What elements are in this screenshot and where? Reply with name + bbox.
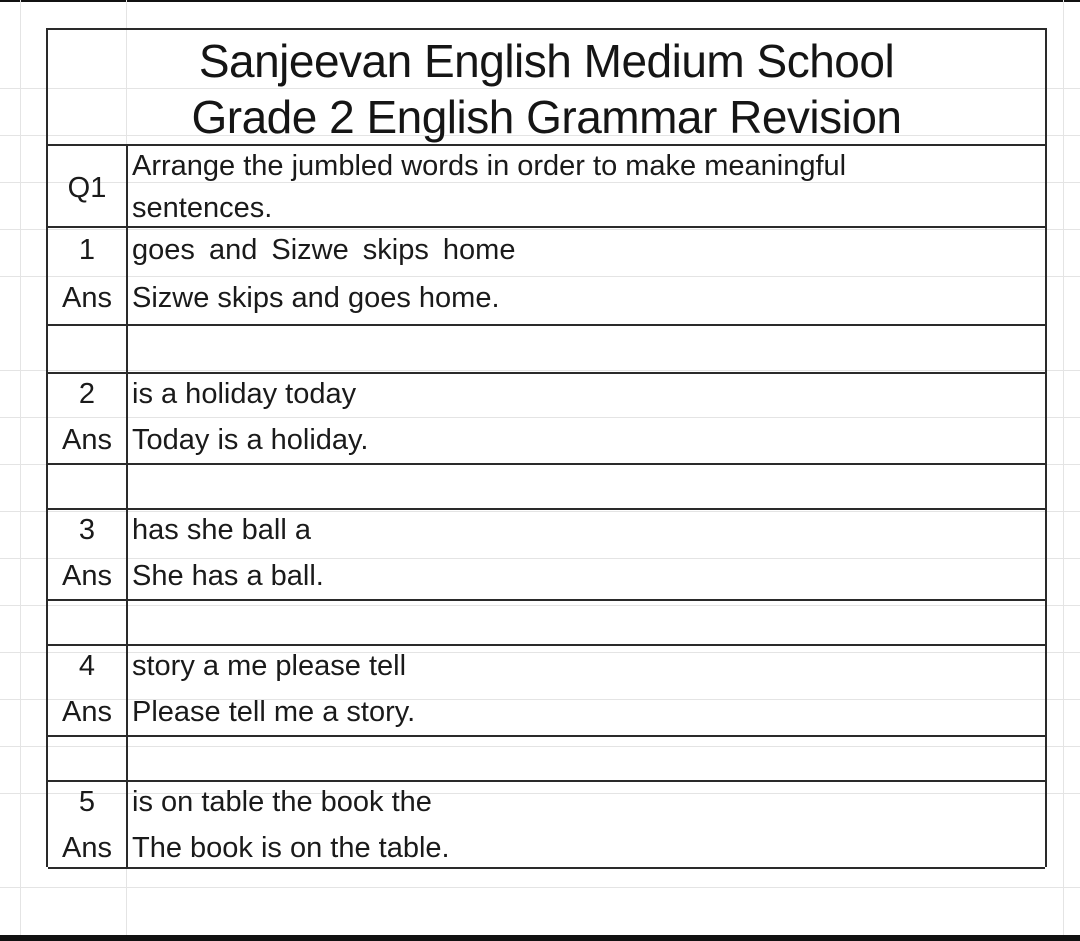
- answer-text: The book is on the table.: [132, 832, 450, 864]
- question-row: [48, 146, 1045, 228]
- item-row-5: [48, 782, 1045, 869]
- answer-label: Ans: [62, 696, 112, 728]
- question-label: Q1: [67, 172, 107, 204]
- worksheet-table: [46, 28, 1047, 867]
- answer-text: Today is a holiday.: [132, 424, 369, 456]
- jumbled-words: is on table the book the: [132, 786, 432, 818]
- item-number: 1: [78, 234, 96, 266]
- jumbled-words: is a holiday today: [132, 378, 357, 410]
- item-number: 3: [78, 514, 96, 546]
- blank-row: [48, 465, 1045, 510]
- item-row-1: [48, 228, 1045, 326]
- instruction-line-2: sentences.: [132, 192, 273, 224]
- answer-label: Ans: [62, 832, 112, 864]
- item-row-4: [48, 646, 1045, 737]
- item-row-2: [48, 374, 1045, 465]
- answer-text: Sizwe skips and goes home.: [132, 282, 500, 314]
- title-block: [48, 30, 1045, 146]
- item-row-3: [48, 510, 1045, 601]
- instruction-line-1: Arrange the jumbled words in order to make meaningful: [132, 150, 847, 182]
- jumbled-words: story a me please tell: [132, 650, 407, 682]
- jumbled-words: has she ball a: [132, 514, 311, 546]
- answer-label: Ans: [62, 560, 112, 592]
- blank-row: [48, 326, 1045, 374]
- item-number: 4: [78, 650, 96, 682]
- answer-label: Ans: [62, 424, 112, 456]
- answer-text: Please tell me a story.: [132, 696, 416, 728]
- worksheet-subtitle: Grade 2 English Grammar Revision: [191, 91, 902, 143]
- bottom-bar: [0, 935, 1080, 941]
- blank-row: [48, 601, 1045, 646]
- jumbled-words: goes and Sizwe skips home: [132, 234, 516, 266]
- answer-label: Ans: [62, 282, 112, 314]
- answer-text: She has a ball.: [132, 560, 324, 592]
- top-bar: [0, 0, 1080, 2]
- item-number: 5: [78, 786, 96, 818]
- blank-row: [48, 737, 1045, 782]
- item-number: 2: [78, 378, 96, 410]
- school-name: Sanjeevan English Medium School: [198, 35, 895, 87]
